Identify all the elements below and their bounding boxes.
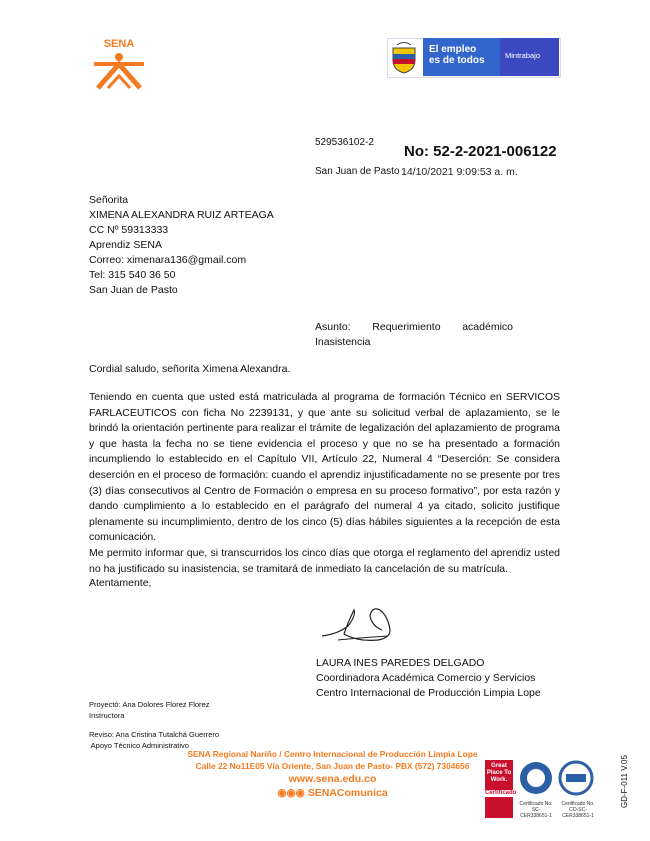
gptw-badge xyxy=(485,760,517,818)
gov-slogan xyxy=(429,44,485,66)
document-code: GD-F-011 V.05 xyxy=(620,755,629,808)
reference-code: 529536102-2 xyxy=(315,137,374,148)
iqnet-seal-icon xyxy=(558,760,598,820)
body-paragraph-1: Teniendo en cuenta que usted está matriculada al programa de formación Técnico en SERVICOS FARLACEUTICOS con ficha No 2239131, y que ante su solicitud verbal de aplazamiento, se le brindó la orientación pertinente para realizar el trámite de legalización del aplazamiento de programa y que hasta la fecha no se tiene evidencia el proceso y que no se ha presentado a formación incumpliendo lo establecido en el Capítulo VII, Artículo 22, Numeral 4 “Deserción: Se considera deserción en el proceso de formación: cuando el aprendiz injustificadamente no se presente por tres (3) días consecutivos al Centro de Formación o empresa en su proceso formativo”, por esta razón y dando cumplimiento a lo establecido en el parágrafo del numeral 4 ya citado, solicito justifique plenamente su incumplimiento, dentro de los cinco (5) días hábiles siguientes a la recepción de esta comunicación. xyxy=(89,391,560,544)
ministry-name: Mintrabajo xyxy=(505,51,541,60)
footer-line2: Calle 22 No11E05 Vía Oriente, San Juan de Pasto- PBX (572) 7304656 xyxy=(195,760,470,771)
closing: Atentamente, xyxy=(89,577,152,589)
gov-slogan-line2: es de todos xyxy=(429,55,485,66)
social-icons: ◉◉◉ xyxy=(277,787,308,800)
addressee-cc: CC Nº 59313333 xyxy=(89,224,169,236)
addressee-block xyxy=(89,193,274,298)
body-paragraph-2: Me permito informar que, si transcurridos los cinco días que otorga el reglamento del aprendiz usted no ha justificado su inasistencia, se tramitará de inmediato la cancelación de su matrícula. xyxy=(89,546,560,575)
signer-name: LAURA INES PAREDES DELGADO xyxy=(316,657,485,669)
subject-line2: Inasistencia xyxy=(315,336,371,348)
footer-social[interactable] xyxy=(155,786,510,800)
icontec-cert-number: Certificado No. SC-CER338651-1 xyxy=(519,801,553,819)
reviewed-line2: Apoyo Técnico Administrativo xyxy=(89,741,189,750)
gptw-sub: Certificado xyxy=(485,790,517,796)
prepared-by xyxy=(89,699,209,721)
social-handle: SENAComunica xyxy=(307,787,388,800)
iqnet-cert-number: Certificado No. CO-SC-CER338651-1 xyxy=(561,801,595,819)
signer-org: Centro Internacional de Producción Limpia Lope xyxy=(316,687,541,700)
addressee-name: XIMENA ALEXANDRA RUIZ ARTEAGA xyxy=(89,209,274,221)
place-text: San Juan de Pasto xyxy=(315,166,400,177)
reviewed-by xyxy=(89,729,219,751)
prepared-line1: Proyectó: Ana Dolores Florez Florez xyxy=(89,700,210,709)
addressee-city: San Juan de Pasto xyxy=(89,284,178,296)
addressee-role: Aprendiz SENA xyxy=(89,239,162,251)
sena-logo xyxy=(88,38,150,90)
addressee-email: Correo: ximenara136@gmail.com xyxy=(89,254,247,266)
subject-line1: Asunto: Requerimiento académico xyxy=(315,321,513,333)
handwritten-signature xyxy=(318,596,408,652)
date-stamp: 14/10/2021 9:09:53 a. m. xyxy=(401,166,518,178)
gptw-text: Great Place To Work. xyxy=(486,763,512,783)
addressee-title: Señorita xyxy=(89,194,129,206)
icontec-seal-icon xyxy=(518,760,554,820)
sena-logo-text: SENA xyxy=(103,38,135,50)
signer-role: Coordinadora Académica Comercio y Servicios xyxy=(316,672,536,685)
footer xyxy=(155,749,510,800)
radicado-number: No: 52-2-2021-006122 xyxy=(404,143,557,160)
reviewed-line1: Reviso: Ana Cristina Tutalchá Guerrero xyxy=(89,730,220,739)
gov-slogan-line1: El empleo xyxy=(429,44,477,55)
addressee-phone: Tel: 315 540 36 50 xyxy=(89,269,176,281)
greeting: Cordial saludo, señorita Ximena Alexandra. xyxy=(89,363,291,375)
letter-body xyxy=(89,390,560,577)
colombia-shield-icon xyxy=(389,40,419,74)
signer-block xyxy=(316,656,541,702)
footer-website[interactable]: www.sena.edu.co xyxy=(288,773,377,786)
footer-line1: SENA Regional Nariño / Centro Internacional de Producción Limpia Lope xyxy=(187,749,478,759)
prepared-line2: Instructora xyxy=(89,711,125,720)
